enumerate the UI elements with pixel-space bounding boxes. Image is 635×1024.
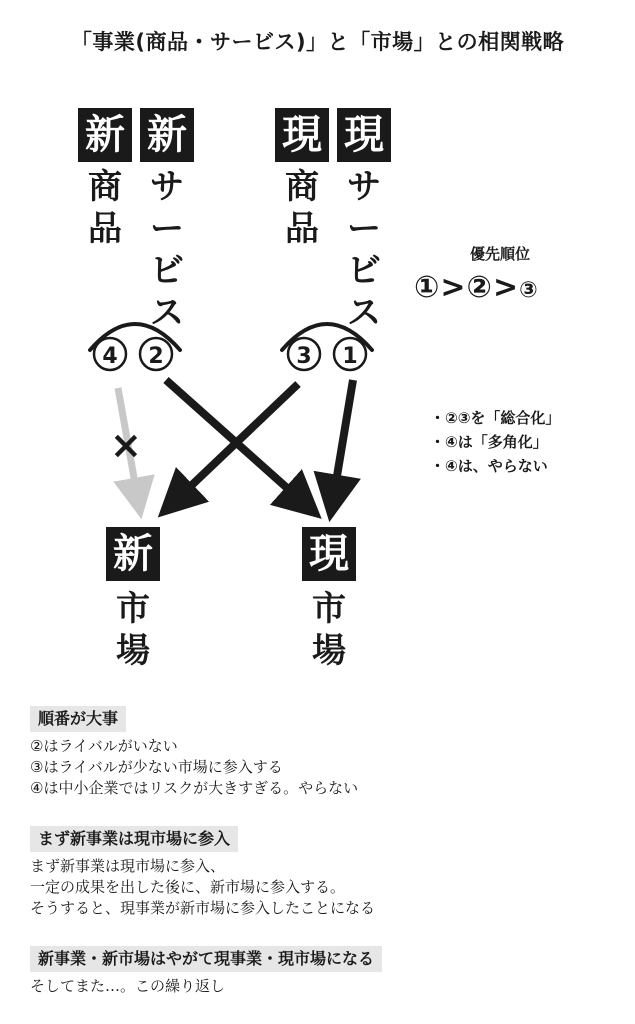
label-char: ー: [347, 209, 381, 249]
section-heading: 新事業・新市場はやがて現事業・現市場になる: [30, 946, 382, 972]
section-body: [30, 736, 358, 799]
label-char: 品: [88, 209, 122, 249]
priority-order: [414, 270, 539, 305]
label-char: 市: [116, 589, 150, 629]
section-line: ②はライバルがいない: [30, 737, 178, 755]
svg-text:4: 4: [102, 344, 118, 369]
priority-label: 優先順位: [470, 245, 531, 263]
svg-text:1: 1: [342, 344, 358, 369]
section-line: そうすると、現事業が新市場に参入したことになる: [30, 899, 376, 917]
label-char: ビ: [347, 251, 381, 291]
arrow-1: [333, 380, 353, 500]
number-4: [94, 338, 126, 370]
number-1: [334, 338, 366, 370]
note-item: ・②③を「総合化」: [430, 409, 561, 427]
current-market-label: [302, 588, 356, 672]
label-char: サ: [347, 167, 381, 207]
label-char: ビ: [150, 251, 184, 291]
priority-first: ①: [414, 270, 441, 305]
new-market-box: 新: [106, 527, 160, 581]
number-3: [288, 338, 320, 370]
notes-list: [430, 406, 560, 478]
new-market-label: [106, 588, 160, 672]
section-heading: 順番が大事: [30, 706, 126, 732]
current-service-box: 現: [337, 108, 391, 162]
label-char: 市: [312, 589, 346, 629]
label-char: 場: [312, 631, 346, 671]
priority-second: ②: [466, 270, 493, 305]
priority-gt: >: [492, 270, 520, 305]
section-line: ④は中小企業ではリスクが大きすぎる。やらない: [30, 779, 359, 797]
priority-gt: >: [440, 270, 467, 305]
section-line: そしてまた…。この繰り返し: [30, 977, 226, 995]
current-market-box: 現: [302, 527, 356, 581]
label-char: ス: [150, 293, 184, 333]
label-char: 場: [116, 631, 150, 671]
svg-text:2: 2: [148, 344, 164, 369]
label-char: 品: [285, 209, 319, 249]
current-product-box: 現: [275, 108, 329, 162]
label-char: サ: [150, 167, 184, 207]
new-service-box: 新: [140, 108, 194, 162]
page-title: 「事業(商品・サービス)」と「市場」との相関戦略: [70, 30, 565, 54]
label-char: ー: [150, 209, 184, 249]
section-body: [30, 976, 225, 997]
cross-mark: ×: [110, 423, 142, 467]
section-line: まず新事業は現市場に参入、: [30, 857, 226, 875]
section-line: 一定の成果を出した後に、新市場に参入する。: [30, 878, 346, 896]
number-2: [140, 338, 172, 370]
section-line: ③はライバルが少ない市場に参入する: [30, 758, 283, 776]
section-body: [30, 856, 375, 919]
label-char: 商: [285, 167, 319, 207]
label-char: ス: [347, 293, 381, 333]
section-heading: まず新事業は現市場に参入: [30, 826, 238, 852]
note-item: ・④は、やらない: [430, 457, 548, 475]
label-char: 商: [88, 167, 122, 207]
note-item: ・④は「多角化」: [430, 433, 548, 451]
svg-text:3: 3: [296, 344, 312, 369]
new-product-box: 新: [78, 108, 132, 162]
priority-third: ③: [519, 278, 539, 303]
